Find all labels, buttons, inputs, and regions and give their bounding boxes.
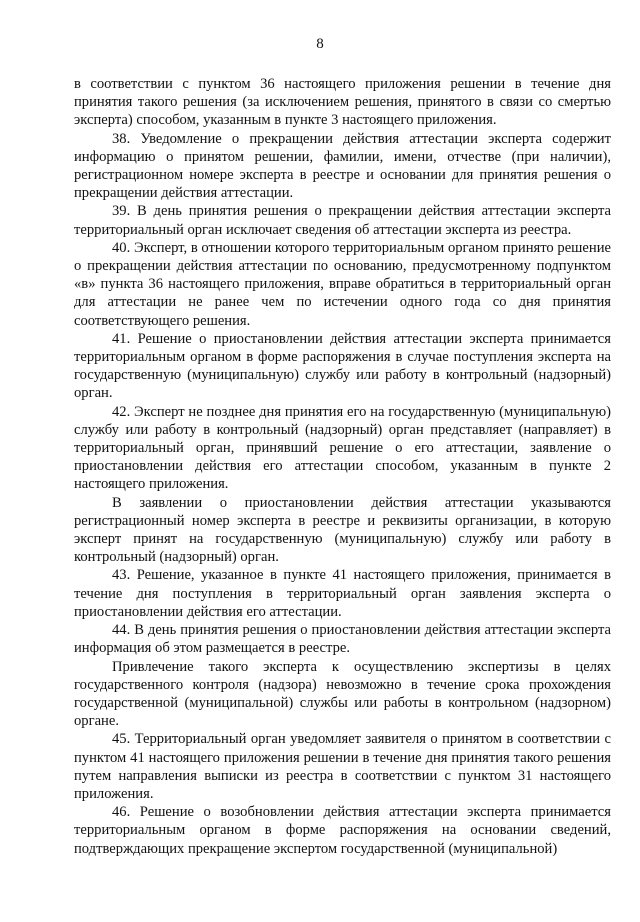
- paragraph-42-application: В заявлении о приостановлении действия аттестации указываются регистрационный номер эксперта в реестре и реквизиты организации, в которую эксперт принят на государственную (муниципальную) службу или работу в контрольный (надзорный) орган.: [74, 494, 611, 566]
- document-body: [74, 75, 611, 858]
- paragraph-45: 45. Территориальный орган уведомляет заявителя о принятом в соответствии с пунктом 41 настоящего приложения решении в течение дня принятия такого решения путем направления выписки из реестра в соответствии с пунктом 31 настоящего приложения.: [74, 731, 611, 802]
- paragraph-44-involvement: Привлечение такого эксперта к осуществлению экспертизы в целях государственного контроля (надзора) невозможно в течение срока прохождения государственной (муниципальной) службы или работы в контрольном (надзорном) органе.: [74, 658, 611, 730]
- paragraph-46: 46. Решение о возобновлении действия аттестации эксперта принимается территориальным органом в форме распоряжения на основании сведений, подтверждающих прекращение экспертом государственной (муниципальной): [74, 804, 611, 857]
- paragraph-44: 44. В день принятия решения о приостановлении действия аттестации эксперта информация об этом размещается в реестре.: [74, 622, 611, 657]
- page-number: 8: [316, 36, 324, 52]
- paragraph-40: 40. Эксперт, в отношении которого территориальным органом принято решение о прекращении действия аттестации по основанию, предусмотренному подпунктом «в» пункта 36 настоящего приложения, вправе обратиться в территориальный орган для аттестации не ранее чем по истечении одного года со дня принятия соответствующего решения.: [74, 239, 611, 329]
- paragraph-39: 39. В день принятия решения о прекращении действия аттестации эксперта территориальный орган исключает сведения об аттестации эксперта из реестра.: [74, 203, 611, 238]
- paragraph-42: 42. Эксперт не позднее дня принятия его на государственную (муниципальную) службу или работу в контрольный (надзорный) орган представляет (направляет) в территориальный орган, принявший решение о его аттестации, заявление о приостановлении действия его аттестации способом, указанным в пункте 2 настоящего приложения.: [74, 403, 611, 493]
- paragraph-41: 41. Решение о приостановлении действия аттестации эксперта принимается территориальным органом в форме распоряжения в случае поступления эксперта на государственную (муниципальную) службу или работу в контрольный (надзорный) орган.: [74, 330, 611, 402]
- paragraph-continuation: в соответствии с пунктом 36 настоящего приложения решении в течение дня принятия такого решения (за исключением решения, принятого в связи со смертью эксперта) способом, указанным в пункте 3 настоящего приложения.: [74, 76, 611, 129]
- paragraph-38: 38. Уведомление о прекращении действия аттестации эксперта содержит информацию о принятом решении, фамилии, имени, отчестве (при наличии), регистрационном номере эксперта в реестре и основании для принятия решения о прекращении действия аттестации.: [74, 130, 611, 202]
- paragraph-43: 43. Решение, указанное в пункте 41 настоящего приложения, принимается в течение дня поступления в территориальный орган заявления эксперта о приостановлении действия его аттестации.: [74, 567, 611, 620]
